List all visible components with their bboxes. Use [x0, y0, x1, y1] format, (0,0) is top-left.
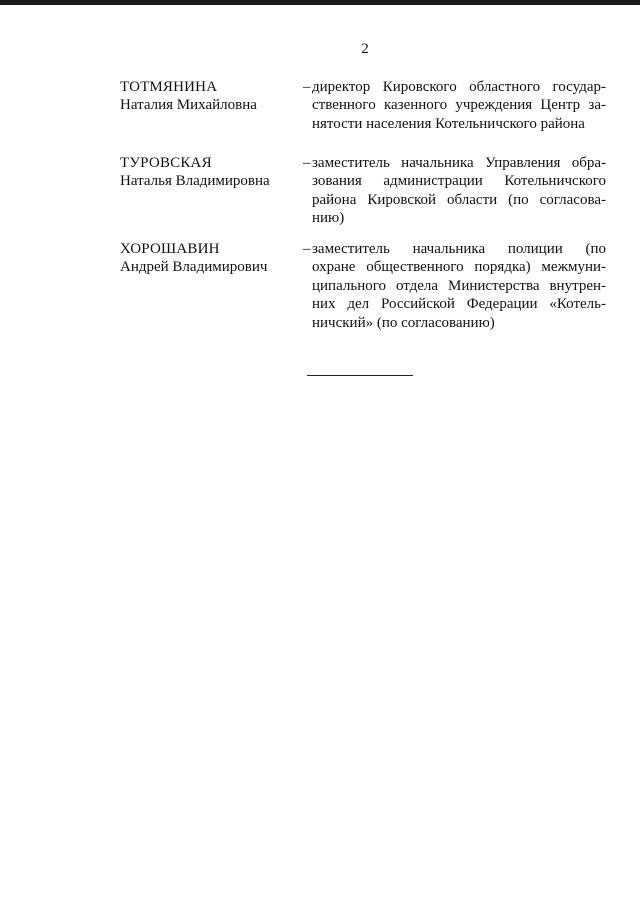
position-line: них дел Российской Федерации «Котель- — [312, 296, 606, 313]
member-position — [312, 240, 606, 332]
end-separator-line — [307, 375, 413, 376]
entry-dash: – — [303, 79, 311, 95]
member-name — [120, 240, 295, 276]
position-line: ничский» (по согласованию) — [312, 314, 495, 331]
member-surname: ХОРОШАВИН — [120, 241, 220, 257]
position-line: нятости населения Котельничского района — [312, 115, 585, 132]
member-position — [312, 154, 606, 228]
position-line: района Кировской области (по согласова- — [312, 191, 606, 208]
member-position — [312, 78, 606, 133]
page-number: 2 — [361, 41, 369, 57]
member-surname: ТУРОВСКАЯ — [120, 155, 212, 171]
position-line: заместитель начальника полиции (по — [312, 241, 606, 257]
top-border-line — [0, 0, 640, 5]
member-given-name: Наталия Михайловна — [120, 97, 257, 113]
entry-dash: – — [303, 155, 311, 171]
position-line: нию) — [312, 210, 345, 227]
member-surname: ТОТМЯНИНА — [120, 79, 218, 95]
member-given-name: Андрей Владимирович — [120, 259, 268, 275]
position-line: заместитель начальника Управления обра- — [312, 155, 606, 171]
position-line: директор Кировского областного государ- — [312, 79, 606, 95]
position-line: ственного казенного учреждения Центр за- — [312, 97, 606, 114]
position-line: охране общественного порядка) межмуни- — [312, 259, 606, 276]
member-given-name: Наталья Владимировна — [120, 173, 270, 189]
position-line: ципального отдела Министерства внутрен- — [312, 277, 606, 294]
member-name — [120, 154, 295, 190]
entry-dash: – — [303, 241, 311, 257]
member-name — [120, 78, 295, 114]
position-line: зования администрации Котельничского — [312, 173, 606, 190]
